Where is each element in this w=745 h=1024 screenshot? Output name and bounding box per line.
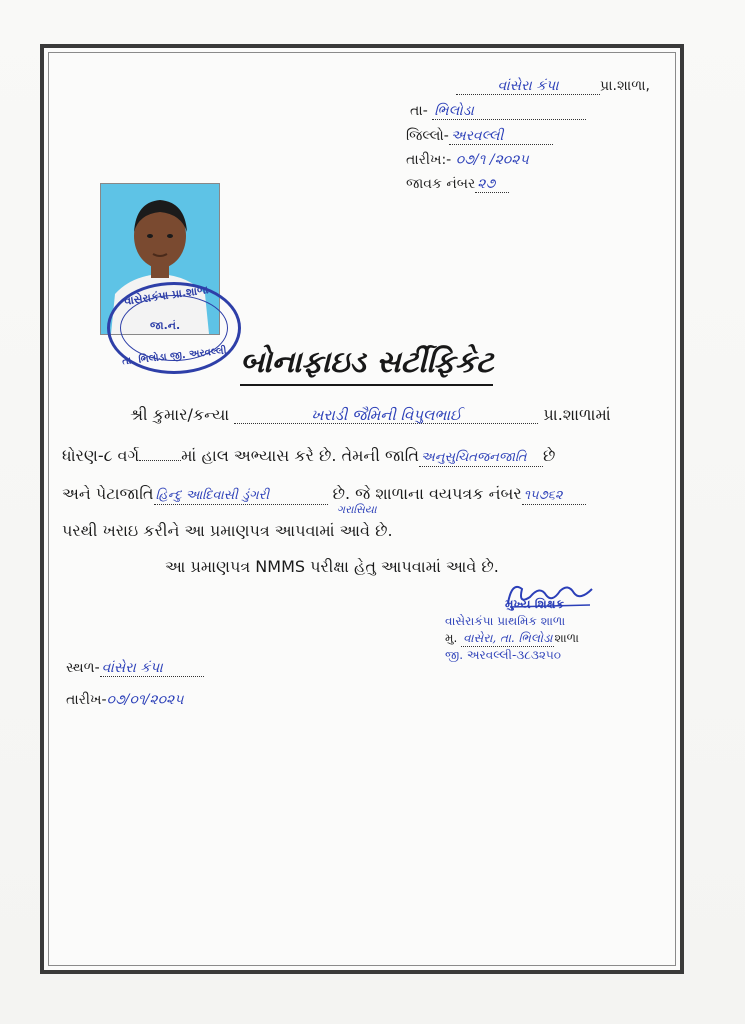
class-blank [139, 460, 181, 461]
footer-date-label: તારીખ- [66, 692, 107, 708]
body-line-3 [62, 484, 586, 505]
stamp-bottom-text: તા. ભિલોડા જી. અરવલ્લી [121, 345, 228, 368]
body-line-5: આ પ્રમાણપત્ર NMMS પરીક્ષા હેતુ આપવામાં આવે છે. [165, 557, 499, 576]
header-district-line [406, 128, 553, 145]
caste-value: અનુસુચિતજનજાતિ [419, 450, 543, 467]
header-district-value: અરવલ્લી [449, 128, 553, 145]
header-date-line [406, 152, 529, 168]
header-district-label: જિલ્લો- [406, 128, 449, 144]
body-line-1 [130, 405, 611, 425]
header-school-suffix: પ્રા.શાળા, [600, 78, 650, 94]
body-line3-prefix: અને પેટાજાતિ [62, 484, 154, 503]
signature-address-prefix: મુ. [445, 631, 458, 645]
header-school-line [456, 78, 650, 95]
body-line-2 [62, 446, 555, 467]
student-name: ખરાડી જૈમિની વિપુલભાઈ [234, 407, 538, 424]
header-date-label: તારીખ:- [406, 152, 452, 168]
body-line1-prefix: શ્રી કુમાર/કન્યા [130, 405, 230, 424]
footer-place-label: સ્થળ- [66, 660, 100, 676]
header-taluka-value: ભિલોડા [432, 103, 586, 120]
signature-district: જી. અરવલ્લી-૩૮૩૨૫૦ [445, 648, 562, 662]
header-date-value: ૦૭/૧ /૨૦૨૫ [455, 152, 529, 168]
signature-address-suffix: શાળા [554, 631, 579, 645]
header-taluka-label: તા- [410, 103, 428, 119]
body-line3-middle: છે. જે શાળાના વયપત્રક નંબર [332, 484, 522, 503]
header-school-name: વાંસેરા કંપા [456, 78, 600, 95]
body-line1-suffix: પ્રા.શાળામાં [543, 405, 611, 424]
body-line2-prefix: ધોરણ-૮ વર્ગ [62, 446, 140, 465]
footer-date-line [66, 692, 183, 708]
body-line2-middle: માં હાલ અભ્યાસ કરે છે. તેમની જાતિ [181, 446, 419, 465]
stamp-top-text: વાસેરાકંપા પ્રા.શાળા [123, 283, 210, 308]
stamp-middle-text: જા.નં. [150, 319, 181, 332]
register-number: ૧૫૭૬૨ [522, 488, 586, 505]
certificate-title: બોનાફાઇડ સર્ટીફિકેટ [240, 345, 493, 386]
signature-block [445, 596, 579, 664]
signature-school: વાસેરાકંપા પ્રાથમિક શાળા [445, 614, 566, 628]
school-stamp [107, 282, 241, 374]
header-taluka-line [410, 103, 586, 120]
signature-address-value: વાસેરા, તા. ભિલોડા [463, 631, 553, 645]
header-outward-label: જાવક નંબર [406, 176, 476, 192]
body-line-4: પરથી ખરાઇ કરીને આ પ્રમાણપત્ર આપવામાં આવે છે. [62, 521, 393, 540]
signature-role: મુખ્ય શિક્ષક [505, 597, 564, 611]
header-outward-line [406, 176, 509, 193]
body-line2-suffix: છે [543, 446, 556, 465]
footer-date-value: ૦૭/૦૧/૨૦૨૫ [106, 692, 184, 708]
footer-place-value: વાંસેરા કંપા [100, 660, 204, 677]
sub-caste-note: ગરાસિયા [337, 503, 377, 516]
footer-place-line [66, 660, 204, 677]
header-outward-value: ૨૭ [475, 176, 509, 193]
sub-caste-value: હિન્દુ આદિવાસી ડુંગરી [154, 488, 328, 505]
signature-address-line [445, 630, 579, 647]
